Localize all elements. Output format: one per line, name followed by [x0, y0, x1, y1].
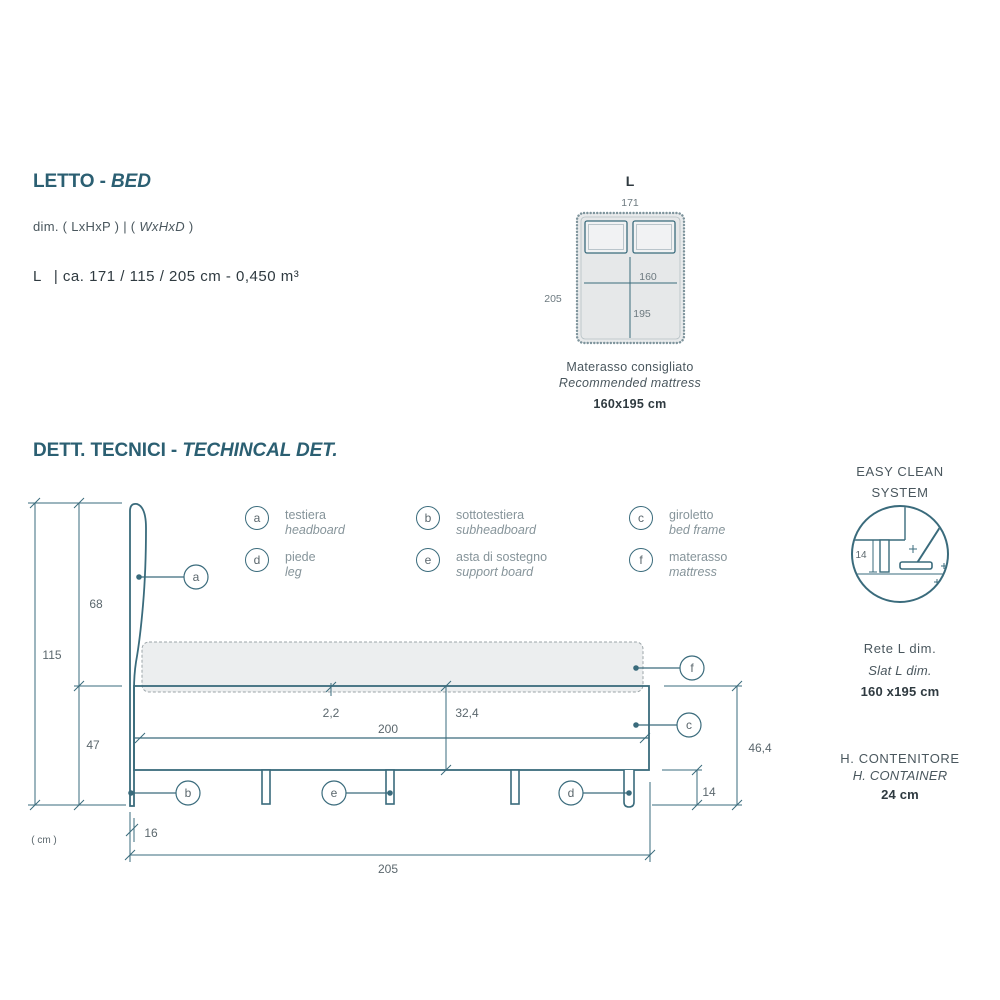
legend-key: d — [245, 548, 269, 572]
leg-shape — [624, 770, 634, 807]
callout-a — [137, 565, 208, 589]
slat-label-italian: Rete L dim. — [863, 641, 937, 656]
legend-item-mattress — [629, 548, 727, 580]
legend-text — [456, 508, 536, 538]
size-code: L — [33, 268, 42, 285]
legend-label-english: headboard — [285, 523, 345, 537]
legend-label-italian: testiera — [285, 508, 326, 522]
legend-label-english: leg — [285, 565, 302, 579]
slat-size: 160 x195 cm — [860, 684, 940, 699]
legend-label-english: support board — [456, 565, 534, 579]
legend-label-italian: piede — [285, 550, 316, 564]
legend-text — [285, 550, 316, 580]
container-label-english: H. CONTAINER — [852, 768, 948, 783]
legend-label-english: bed frame — [669, 523, 726, 537]
legend-item-leg — [245, 548, 316, 580]
dimension-labels — [31, 597, 772, 876]
leg-shape — [262, 770, 270, 804]
slat-label-english: Slat L dim. — [868, 663, 932, 678]
callout-dot — [137, 575, 141, 579]
mop-pad — [900, 562, 932, 569]
callout-dot — [634, 666, 638, 670]
callout-dot — [129, 791, 133, 795]
plan-caption-italian: Materasso consigliato — [566, 360, 694, 374]
technical-title-english: TECHINCAL DET. — [182, 440, 338, 461]
plan-caption-english: Recommended mattress — [558, 376, 702, 390]
legend-text — [669, 550, 727, 580]
callout-dot — [634, 723, 638, 727]
technical-title — [33, 439, 338, 463]
dim-headboard-upper: 68 — [89, 597, 103, 611]
plan-outer-length-label: 205 — [544, 293, 562, 305]
plan-mattress-length-label: 195 — [633, 308, 651, 320]
pillow-left — [585, 221, 627, 253]
callout-letter: f — [690, 661, 694, 675]
dim-bed-height: 46,4 — [748, 741, 772, 755]
easy-clean-title-line1: EASY CLEAN — [856, 464, 944, 479]
dims-suffix: ) — [184, 219, 194, 234]
legend-item-support-board — [416, 548, 547, 580]
dim-headboard-thickness: 16 — [144, 826, 158, 840]
callout-dot — [388, 791, 392, 795]
leg-shape — [880, 540, 889, 572]
leg-shape — [511, 770, 519, 804]
callout-dot — [627, 791, 631, 795]
bed-elevation — [130, 504, 649, 807]
legend-label-italian: asta di sostegno — [456, 550, 548, 564]
legend-text — [285, 508, 345, 538]
legend-key: f — [629, 548, 653, 572]
legend-text — [456, 550, 547, 580]
callout-letter: b — [184, 786, 192, 800]
legend-label-italian: materasso — [669, 550, 728, 564]
size-line — [33, 267, 299, 287]
callout-f — [634, 656, 704, 680]
legend-label-italian: sottotestiera — [456, 508, 525, 522]
mattress-shape — [142, 642, 643, 692]
legend-label-italian: giroletto — [669, 508, 714, 522]
technical-title-italian: DETT. TECNICI - — [33, 440, 183, 461]
easy-clean-title-line2: SYSTEM — [871, 485, 929, 500]
legend-key: e — [416, 548, 440, 572]
dim-headboard-lower: 47 — [86, 738, 100, 752]
dim-total-length: 205 — [377, 862, 399, 876]
plan-size-code: L — [625, 173, 635, 189]
unit-label: ( cm ) — [31, 835, 57, 846]
callout-letter: e — [330, 786, 338, 800]
legend-item-headboard — [245, 506, 345, 538]
plan-mattress-size: 160x195 cm — [593, 397, 667, 411]
legend-key: a — [245, 506, 269, 530]
callout-b — [129, 781, 200, 805]
container-height: 24 cm — [881, 787, 919, 802]
plan-outer-width-label: 171 — [621, 197, 639, 209]
legend-text — [669, 508, 725, 538]
legend-item-subheadboard — [416, 506, 536, 538]
leg-shape — [386, 770, 394, 804]
dim-mattress-offset: 2,2 — [322, 706, 340, 720]
callout-d — [559, 781, 631, 805]
legend-item-bed-frame — [629, 506, 725, 538]
clearance-label: 14 — [855, 550, 867, 561]
mattress-plan — [544, 197, 684, 343]
callout-letter: d — [567, 786, 575, 800]
container-label-italian: H. CONTENITORE — [840, 751, 960, 766]
legend-key: c — [629, 506, 653, 530]
dim-leg-height: 14 — [702, 785, 716, 799]
dim-total-height: 115 — [42, 648, 62, 662]
callout-e — [322, 781, 392, 805]
legend-label-english: mattress — [669, 565, 717, 579]
easy-clean-icon — [850, 504, 952, 602]
callout-letter: a — [192, 570, 200, 584]
dim-frame-height: 32,4 — [455, 706, 479, 720]
title-english: BED — [111, 171, 151, 192]
page-title — [33, 170, 151, 194]
dimension-format-label — [33, 219, 193, 235]
dim-internal-length: 200 — [377, 722, 399, 736]
legend-label-english: subheadboard — [456, 523, 536, 537]
title-italian: LETTO - — [33, 171, 112, 192]
dims-english: WxHxD — [139, 219, 185, 234]
size-values: | ca. 171 / 115 / 205 cm - 0,450 m³ — [53, 268, 300, 285]
pillow-right — [633, 221, 675, 253]
legend-key: b — [416, 506, 440, 530]
dims-prefix: dim. ( LxHxP ) | ( — [33, 219, 140, 234]
plan-mattress-width-label: 160 — [639, 271, 657, 283]
dimension-tick — [126, 824, 138, 836]
callout-c — [634, 713, 701, 737]
callout-letter: c — [686, 718, 692, 732]
